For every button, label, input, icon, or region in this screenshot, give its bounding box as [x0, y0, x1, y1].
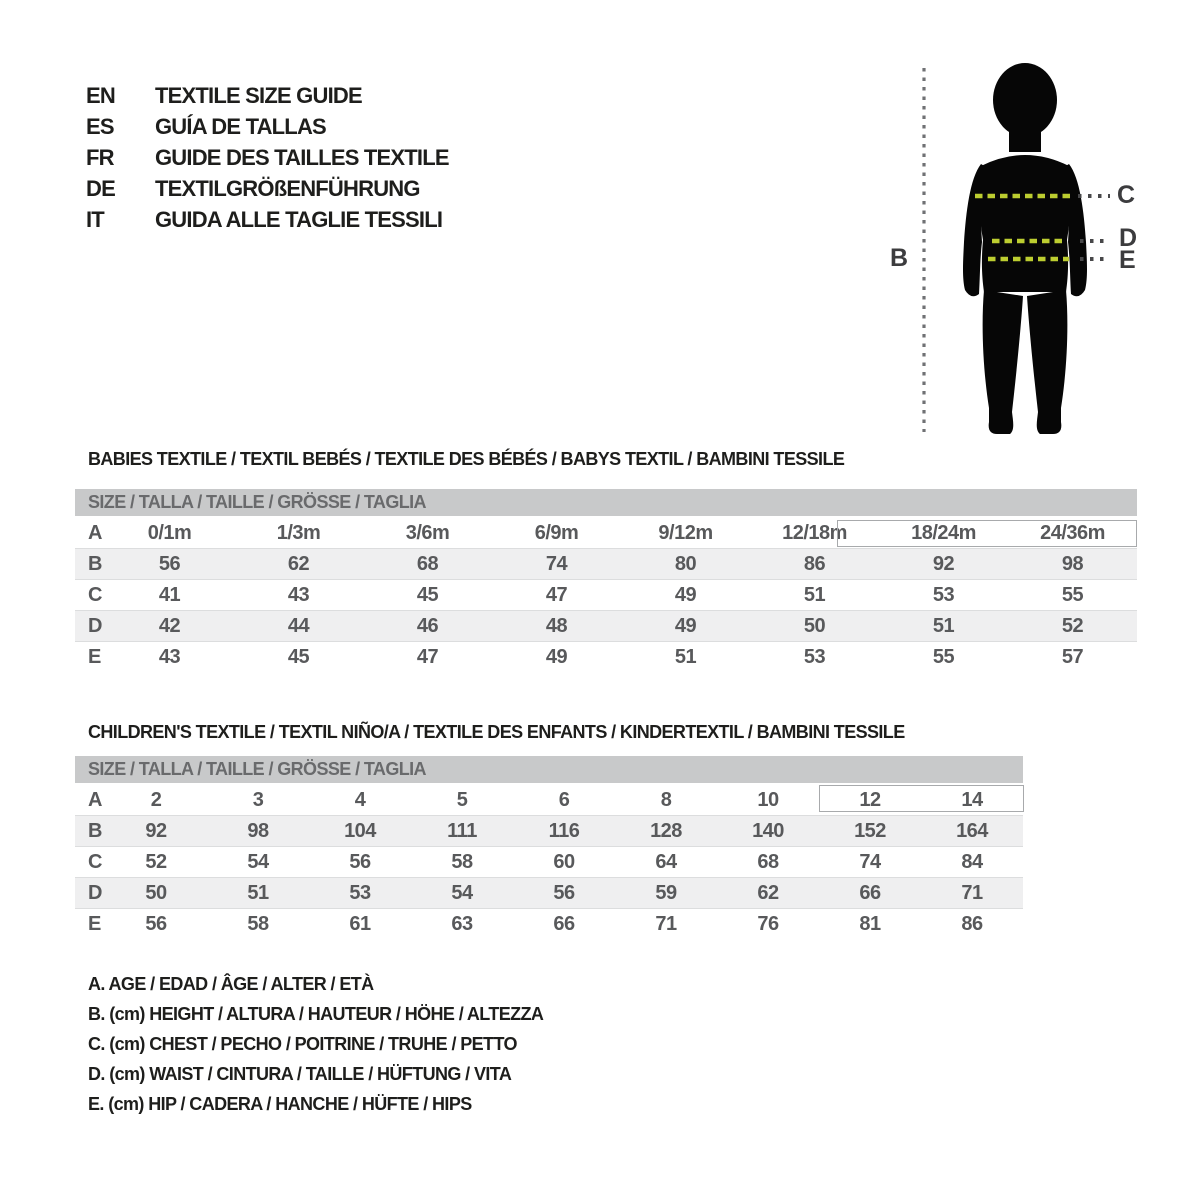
language-code: ES [86, 114, 114, 139]
row-label: C [88, 584, 102, 606]
babies-section-title: BABIES TEXTILE / TEXTIL BEBÉS / TEXTILE DES BÉBÉS / BABYS TEXTIL / BAMBINI TESSILE [88, 449, 845, 469]
hip-label: E [1119, 246, 1136, 274]
table-cell: 43 [158, 646, 181, 668]
table-cell: 92 [932, 553, 955, 575]
children-row-hip [75, 909, 1023, 940]
table-cell: 84 [961, 851, 983, 873]
language-row-es [86, 111, 449, 142]
babies-row-hip [75, 642, 1137, 673]
children-size-table [75, 756, 1023, 940]
size-column-header: 12/18m [782, 522, 847, 544]
size-column-header: 6/9m [534, 522, 579, 544]
children-row-height [75, 816, 1023, 847]
table-cell: 45 [287, 646, 310, 668]
table-cell: 64 [655, 851, 677, 873]
language-code: DE [86, 176, 115, 201]
table-cell: 61 [349, 913, 371, 935]
table-cell: 59 [655, 882, 677, 904]
table-cell: 41 [158, 584, 181, 606]
table-cell: 49 [674, 615, 697, 637]
size-column-header: 6 [558, 789, 570, 811]
size-column-header: 14 [961, 789, 983, 811]
table-cell: 58 [247, 913, 269, 935]
table-cell: 74 [545, 553, 568, 575]
size-column-header: 0/1m [147, 522, 192, 544]
table-cell: 81 [859, 913, 881, 935]
language-title: TEXTILE SIZE GUIDE [155, 83, 362, 108]
table-cell: 51 [247, 882, 269, 904]
table-cell: 49 [545, 646, 568, 668]
table-cell: 140 [752, 820, 784, 842]
table-cell: 152 [854, 820, 886, 842]
row-label: A [88, 789, 102, 811]
language-title: GUIDE DES TAILLES TEXTILE [155, 145, 449, 170]
table-cell: 55 [932, 646, 955, 668]
language-title: GUIDA ALLE TAGLIE TESSILI [155, 207, 443, 232]
table-cell: 47 [416, 646, 439, 668]
table-cell: 71 [655, 913, 677, 935]
size-column-header: 8 [660, 789, 672, 811]
legend-chest: C. (cm) CHEST / PECHO / POITRINE / TRUHE / PETTO [88, 1034, 517, 1054]
table-cell: 52 [1061, 615, 1084, 637]
table-cell: 71 [961, 882, 983, 904]
table-cell: 42 [158, 615, 181, 637]
table-cell: 50 [803, 615, 826, 637]
legend-waist: D. (cm) WAIST / CINTURA / TAILLE / HÜFTUNG / VITA [88, 1064, 512, 1084]
size-column-header: 5 [456, 789, 468, 811]
table-cell: 47 [545, 584, 568, 606]
table-cell: 111 [447, 820, 477, 842]
table-cell: 66 [553, 913, 575, 935]
table-cell: 60 [553, 851, 575, 873]
table-cell: 98 [1061, 553, 1084, 575]
language-row-en [86, 80, 449, 111]
table-cell: 50 [145, 882, 167, 904]
row-label: C [88, 851, 102, 873]
legend-age: A. AGE / EDAD / ÂGE / ALTER / ETÀ [88, 974, 374, 994]
table-cell: 48 [545, 615, 568, 637]
row-label: E [88, 646, 101, 668]
table-cell: 63 [451, 913, 473, 935]
babies-row-waist [75, 611, 1137, 642]
children-section-title: CHILDREN'S TEXTILE / TEXTIL NIÑO/A / TEXTILE DES ENFANTS / KINDERTEXTIL / BAMBINI TESSILE [88, 722, 905, 742]
table-cell: 76 [757, 913, 779, 935]
table-cell: 54 [451, 882, 473, 904]
table-cell: 57 [1061, 646, 1084, 668]
table-cell: 62 [757, 882, 779, 904]
table-cell: 86 [961, 913, 983, 935]
measurement-legend [88, 969, 543, 1119]
table-cell: 52 [145, 851, 167, 873]
size-column-header: 24/36m [1040, 522, 1105, 544]
size-column-header: 9/12m [658, 522, 713, 544]
height-label: B [890, 244, 908, 272]
row-label: D [88, 882, 102, 904]
table-cell: 56 [553, 882, 575, 904]
size-column-header: 2 [150, 789, 162, 811]
language-code: IT [86, 207, 104, 232]
language-title: TEXTILGRÖßENFÜHRUNG [155, 176, 420, 201]
size-header-band: SIZE / TALLA / TAILLE / GRÖSSE / TAGLIA [75, 489, 1137, 516]
table-cell: 74 [859, 851, 881, 873]
size-column-header: 3/6m [405, 522, 450, 544]
table-cell: 66 [859, 882, 881, 904]
table-cell: 53 [932, 584, 955, 606]
row-label: D [88, 615, 102, 637]
table-cell: 128 [650, 820, 682, 842]
waist-label: D [1119, 224, 1137, 252]
table-cell: 44 [287, 615, 310, 637]
table-cell: 53 [803, 646, 826, 668]
table-cell: 80 [674, 553, 697, 575]
table-cell: 68 [757, 851, 779, 873]
table-cell: 49 [674, 584, 697, 606]
table-cell: 116 [548, 820, 580, 842]
table-cell: 46 [416, 615, 439, 637]
child-silhouette [963, 63, 1087, 434]
table-cell: 53 [349, 882, 371, 904]
legend-height: B. (cm) HEIGHT / ALTURA / HAUTEUR / HÖHE / ALTEZZA [88, 1004, 544, 1024]
chest-label: C [1117, 181, 1135, 209]
size-column-header: 4 [354, 789, 366, 811]
language-code: FR [86, 145, 114, 170]
table-cell: 56 [145, 913, 167, 935]
row-label: B [88, 820, 102, 842]
language-title: GUÍA DE TALLAS [155, 114, 326, 139]
table-cell: 54 [247, 851, 269, 873]
table-cell: 104 [344, 820, 376, 842]
table-cell: 56 [349, 851, 371, 873]
language-code: EN [86, 83, 115, 108]
table-cell: 58 [451, 851, 473, 873]
table-cell: 68 [416, 553, 439, 575]
babies-size-table [75, 489, 1137, 673]
table-cell: 164 [956, 820, 988, 842]
table-cell: 51 [932, 615, 955, 637]
table-cell: 43 [287, 584, 310, 606]
size-column-header: 18/24m [911, 522, 976, 544]
size-header-band: SIZE / TALLA / TAILLE / GRÖSSE / TAGLIA [75, 756, 1023, 783]
size-column-header: 1/3m [276, 522, 321, 544]
row-label: E [88, 913, 101, 935]
language-title-list [86, 80, 449, 235]
size-column-header: 3 [252, 789, 264, 811]
size-column-header: 12 [859, 789, 881, 811]
table-cell: 86 [803, 553, 826, 575]
babies-row-chest [75, 580, 1137, 611]
children-row-waist [75, 878, 1023, 909]
legend-hip: E. (cm) HIP / CADERA / HANCHE / HÜFTE / HIPS [88, 1094, 472, 1114]
language-row-de [86, 173, 449, 204]
children-selected-size-highlight [819, 785, 1024, 812]
table-cell: 51 [803, 584, 826, 606]
table-cell: 62 [287, 553, 310, 575]
row-label: A [88, 522, 102, 544]
table-cell: 92 [145, 820, 167, 842]
table-cell: 45 [416, 584, 439, 606]
table-cell: 56 [158, 553, 181, 575]
babies-selected-size-highlight [837, 520, 1137, 547]
table-cell: 51 [674, 646, 697, 668]
size-column-header: 10 [757, 789, 779, 811]
table-cell: 55 [1061, 584, 1084, 606]
row-label: B [88, 553, 102, 575]
language-row-fr [86, 142, 449, 173]
babies-row-height [75, 549, 1137, 580]
table-cell: 98 [247, 820, 269, 842]
language-row-it [86, 204, 449, 235]
children-row-chest [75, 847, 1023, 878]
